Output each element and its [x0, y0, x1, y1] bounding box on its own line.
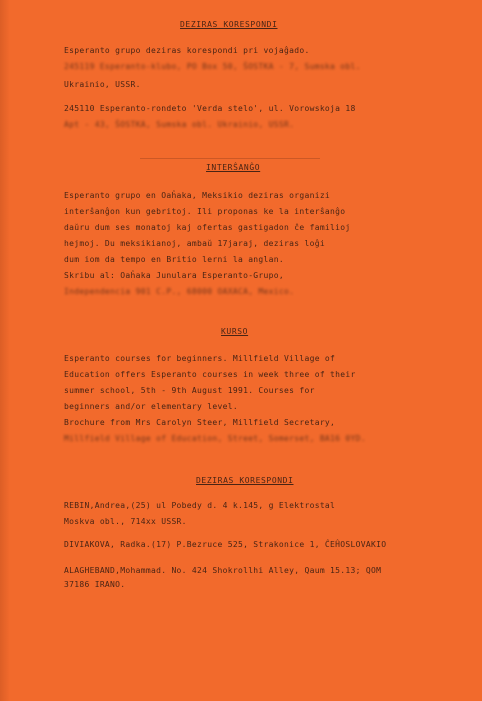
text-line: Independencia 901 C.P., 68000 OAXACA, Mexico.	[64, 287, 295, 296]
text-line: REBIN,Andrea,(25) ul Pobedy d. 4 k.145, g Elektrostal	[64, 501, 336, 510]
faint-rule	[140, 158, 320, 159]
text-line: Ukrainio, USSR.	[64, 80, 141, 89]
section-heading-deziras-korespondi: DEZIRAS KORESPONDI	[180, 20, 278, 29]
text-line: Brochure from Mrs Carolyn Steer, Millfield Secretary,	[64, 418, 336, 427]
section-heading-kurso: KURSO	[221, 327, 249, 336]
text-line: summer school, 5th - 9th August 1991. Courses for	[64, 386, 315, 395]
section-heading-deziras-korespondi-2: DEZIRAS KORESPONDI	[196, 476, 294, 485]
text-line: hejmoj. Du meksikianoj, ambaŭ 17jaraj, deziras loĝi	[64, 239, 325, 248]
text-line: Esperanto grupo deziras korespondi pri vojaĝado.	[64, 46, 310, 55]
text-line: interŝanĝon kun gebritoj. Ili proponas ke la interŝanĝo	[64, 207, 346, 216]
text-line: DIVIAKOVA, Radka.(17) P.Bezruce 525, Strakonice 1, ĈEĤOSLOVAKIO	[64, 540, 387, 549]
text-line: 245110 Esperanto-rondeto 'Verda stelo', ul. Vorowskoja 18	[64, 104, 356, 113]
text-line: Esperanto grupo en Oaĥaka, Meksikio deziras organizi	[64, 191, 331, 200]
text-line: daŭru dum ses monatoj kaj ofertas gastigadon ĉe familioj	[64, 223, 351, 232]
text-line: Education offers Esperanto courses in week three of their	[64, 370, 356, 379]
text-line: 245119 Esperanto-klubo, PO Box 50, ŜOSTKA - 7, Sumska obl.	[64, 62, 361, 71]
section-heading-intersango: INTERŜANĜO	[206, 163, 261, 172]
text-line: Apt - 43, ŜOSTKA, Sumska obl. Ukrainio, USSR.	[64, 120, 295, 129]
text-line: ALAGHEBAND,Mohammad. No. 424 Shokrollhi Alley, Qaum 15.13; QOM	[64, 566, 382, 575]
text-line: Moskva obl., 714xx USSR.	[64, 517, 187, 526]
text-line: Esperanto courses for beginners. Millfield Village of	[64, 354, 336, 363]
text-line: Skribu al: Oaĥaka Junulara Esperanto-Grupo,	[64, 271, 285, 280]
text-line: Millfield Village of Education, Street, Somerset, BA16 0YD.	[64, 434, 366, 443]
text-line: beginners and/or elementary level.	[64, 402, 238, 411]
text-line: dum iom da tempo en Britio lerni la anglan.	[64, 255, 285, 264]
text-line: 37186 IRANO.	[64, 580, 126, 589]
